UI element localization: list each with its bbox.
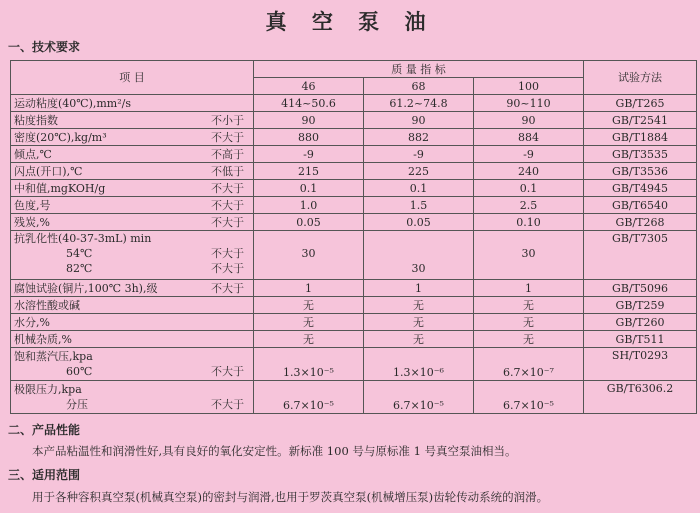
method-header: 试验方法	[584, 61, 697, 95]
value-cell: 90	[364, 112, 474, 129]
temperature-label: 54℃	[66, 247, 93, 260]
value-cell: 0.1	[474, 180, 584, 197]
value-cell: 无	[364, 314, 474, 331]
value-cell: 无	[474, 297, 584, 314]
table-row-emulsion	[11, 231, 697, 280]
value-cell: 884	[474, 129, 584, 146]
value-cell: 215	[254, 163, 364, 180]
value-cell: 0.1	[254, 180, 364, 197]
quality-header: 质 量 指 标	[254, 61, 584, 78]
value-cell: 6.7×10⁻⁷	[474, 348, 584, 381]
row-condition: 不高于	[211, 147, 244, 161]
row-label: 密度(20℃),kg/m³	[14, 130, 107, 144]
sub-label: 分压	[66, 398, 88, 411]
table-row	[11, 197, 697, 214]
method-cell: GB/T265	[584, 95, 697, 112]
row-condition: 不大于	[211, 262, 244, 275]
value-cell: 1	[364, 280, 474, 297]
row-label: 闪点(开口),℃	[14, 164, 83, 178]
method-cell: GB/T3535	[584, 146, 697, 163]
value-cell: 90	[474, 112, 584, 129]
row-label: 抗乳化性(40-37-3mL) min	[14, 232, 152, 245]
value-cell	[367, 246, 470, 261]
value-cell: 1.0	[254, 197, 364, 214]
item-header: 项 目	[11, 61, 254, 95]
method-cell: GB/T268	[584, 214, 697, 231]
table-row	[11, 95, 697, 112]
table-row	[11, 214, 697, 231]
spec-table	[10, 60, 697, 414]
value-cell: 90	[254, 112, 364, 129]
value-cell: 1.3×10⁻⁵	[254, 348, 364, 381]
value-cell: 1.3×10⁻⁶	[364, 348, 474, 381]
value-cell: 无	[254, 331, 364, 348]
method-cell: GB/T6540	[584, 197, 697, 214]
value-cell: 30	[301, 247, 316, 260]
value-cell	[477, 261, 580, 276]
value-cell: 无	[254, 314, 364, 331]
temperature-label: 82℃	[66, 262, 93, 275]
value-cell: 240	[474, 163, 584, 180]
row-label: 残炭,%	[14, 215, 50, 229]
page-title: 真 空 泵 油	[265, 9, 435, 34]
value-cell: 61.2~74.8	[364, 95, 474, 112]
row-condition: 不大于	[211, 247, 244, 260]
method-cell: GB/T3536	[584, 163, 697, 180]
method-cell: SH/T0293	[584, 348, 697, 381]
section-heading-performance: 二、产品性能	[8, 423, 81, 437]
value-cell: 1.5	[364, 197, 474, 214]
row-label: 水分,%	[14, 315, 50, 329]
table-row	[11, 297, 697, 314]
table-row	[11, 129, 697, 146]
table-row	[11, 180, 697, 197]
value-cell: 6.7×10⁻⁵	[474, 381, 584, 414]
row-condition: 不大于	[211, 215, 244, 229]
row-condition: 不大于	[211, 365, 244, 378]
table-row	[11, 314, 697, 331]
row-label: 水溶性酸或碱	[14, 298, 80, 312]
value-cell: 30	[521, 247, 536, 260]
table-row	[11, 280, 697, 297]
method-cell: GB/T7305	[584, 231, 697, 280]
row-label: 色度,号	[14, 198, 51, 212]
row-label: 粘度指数	[14, 113, 58, 127]
scope-paragraph: 用于各种容积真空泵(机械真空泵)的密封与润滑,也用于罗茨真空泵(机械增压泵)齿轮传动系统的润滑。	[32, 490, 549, 504]
value-cell: 0.1	[364, 180, 474, 197]
value-cell: 1	[254, 280, 364, 297]
row-condition: 不大于	[211, 198, 244, 212]
row-label: 中和值,mgKOH/g	[14, 181, 106, 195]
row-label: 饱和蒸汽压,kpa	[14, 350, 93, 363]
row-label: 腐蚀试验(铜片,100℃ 3h),级	[14, 281, 158, 295]
value-cell: 无	[254, 297, 364, 314]
value-cell: 无	[364, 297, 474, 314]
grade-100: 100	[474, 78, 584, 95]
method-cell: GB/T511	[584, 331, 697, 348]
grade-68: 68	[364, 78, 474, 95]
row-label: 机械杂质,%	[14, 332, 72, 346]
table-row	[11, 163, 697, 180]
value-cell: 1	[474, 280, 584, 297]
value-cell: -9	[474, 146, 584, 163]
table-row	[11, 146, 697, 163]
method-cell: GB/T260	[584, 314, 697, 331]
value-cell: -9	[364, 146, 474, 163]
value-cell: 0.10	[474, 214, 584, 231]
table-row-ultimate-pressure	[11, 381, 697, 414]
temperature-label: 60℃	[66, 365, 93, 378]
value-cell	[257, 261, 360, 276]
row-condition: 不低于	[211, 164, 244, 178]
row-condition: 不小于	[211, 113, 244, 127]
value-cell: 无	[364, 331, 474, 348]
value-cell: 无	[474, 331, 584, 348]
value-cell: 882	[364, 129, 474, 146]
table-row	[11, 331, 697, 348]
value-cell: 2.5	[474, 197, 584, 214]
row-condition: 不大于	[211, 398, 244, 411]
value-cell: 225	[364, 163, 474, 180]
method-cell: GB/T6306.2	[584, 381, 697, 414]
value-cell: 6.7×10⁻⁵	[254, 381, 364, 414]
row-condition: 不大于	[211, 281, 244, 295]
section-heading-scope: 三、适用范围	[8, 468, 81, 482]
row-label: 运动粘度(40℃),mm²/s	[14, 96, 132, 110]
row-label: 倾点,℃	[14, 147, 52, 161]
method-cell: GB/T2541	[584, 112, 697, 129]
row-condition: 不大于	[211, 181, 244, 195]
method-cell: GB/T5096	[584, 280, 697, 297]
value-cell: 30	[411, 262, 426, 275]
table-row	[11, 112, 697, 129]
table-row-vapor-pressure	[11, 348, 697, 381]
value-cell: -9	[254, 146, 364, 163]
grade-46: 46	[254, 78, 364, 95]
performance-paragraph: 本产品粘温性和润滑性好,具有良好的氧化安定性。新标准 100 号与原标准 1 号真空泵油相当。	[32, 444, 517, 458]
method-cell: GB/T4945	[584, 180, 697, 197]
row-condition: 不大于	[211, 130, 244, 144]
section-heading-requirements: 一、技术要求	[8, 40, 81, 54]
value-cell: 880	[254, 129, 364, 146]
value-cell: 无	[474, 314, 584, 331]
value-cell: 90~110	[474, 95, 584, 112]
method-cell: GB/T259	[584, 297, 697, 314]
value-cell: 414~50.6	[254, 95, 364, 112]
method-cell: GB/T1884	[584, 129, 697, 146]
row-label: 极限压力,kpa	[14, 383, 82, 396]
value-cell: 0.05	[254, 214, 364, 231]
value-cell: 6.7×10⁻⁵	[364, 381, 474, 414]
value-cell: 0.05	[364, 214, 474, 231]
